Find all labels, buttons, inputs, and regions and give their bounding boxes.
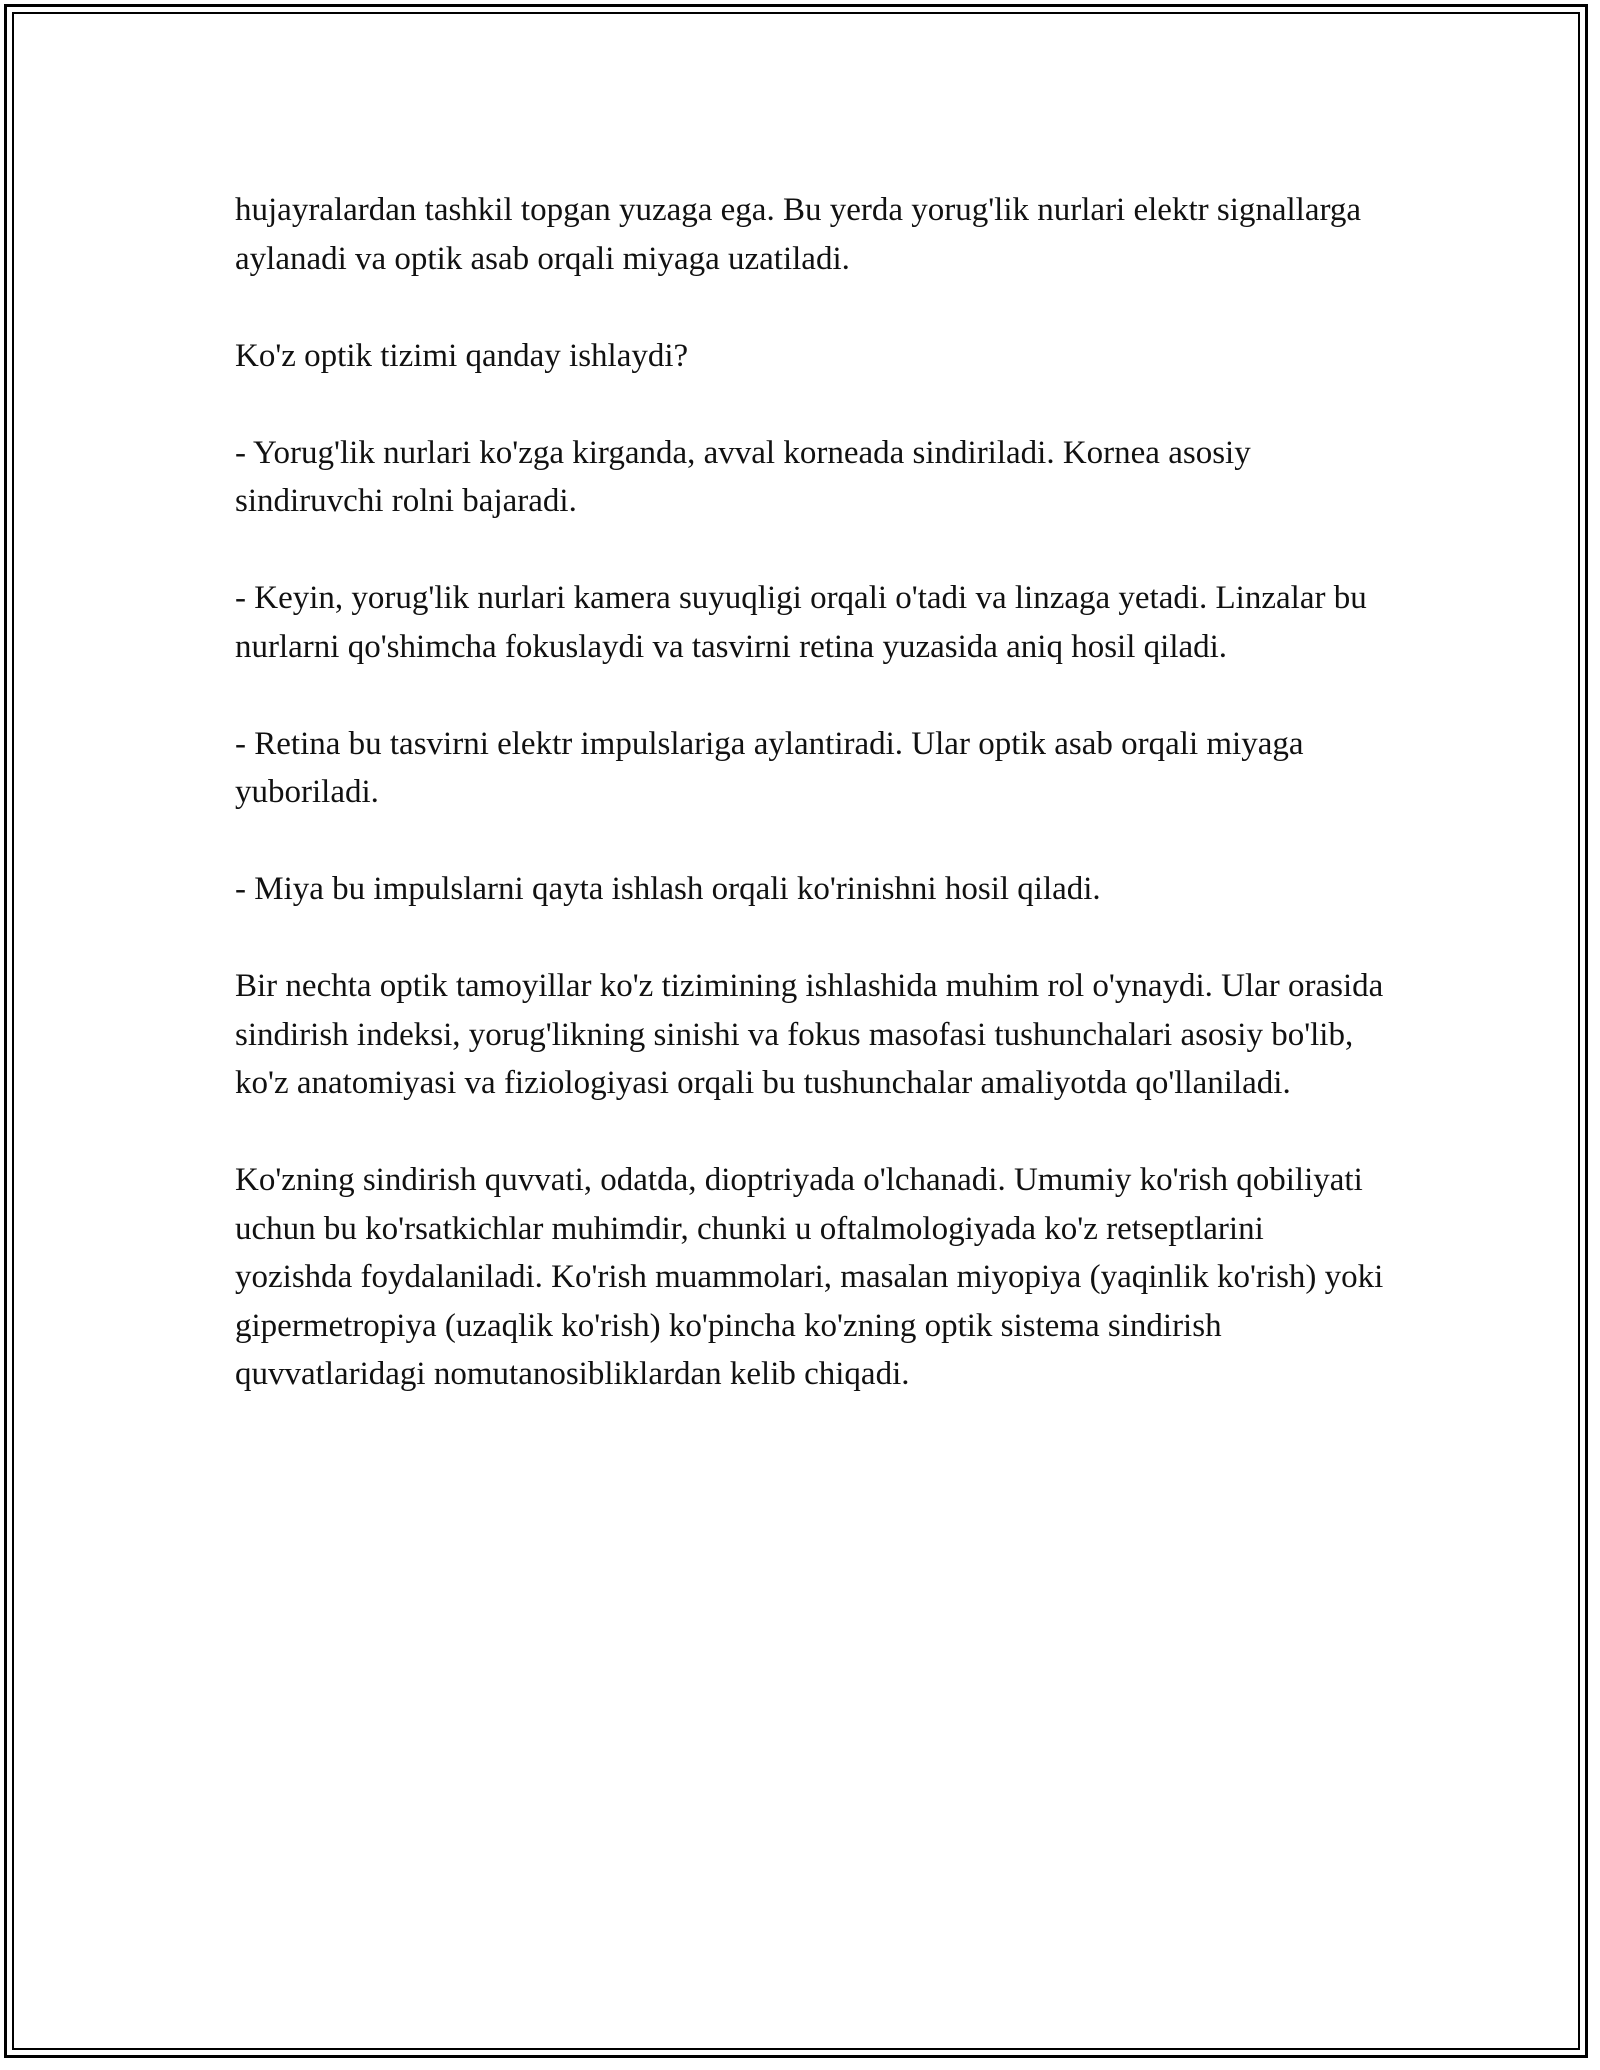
list-item-brain: - Miya bu impulslarni qayta ishlash orqali ko'rinishni hosil qiladi.	[235, 871, 1101, 907]
paragraph-refractive-power: Ko'zning sindirish quvvati, odatda, dioptriyada o'lchanadi. Umumiy ko'rish qobiliyati uchun bu ko'rsatkichlar muhimdir, chunki u oftalmologiyada ko'z retseptlarini yozishda foydalaniladi. Ko'rish muammolari, masalan miyopiya (yaqinlik ko'rish) yoki gipermetropiya (uzaqlik ko'rish) ko'pincha ko'zning optik sistema sindirish quvvatlaridagi nomutanosibliklardan kelib chiqadi.	[235, 1162, 1384, 1392]
section-question-heading: Ko'z optik tizimi qanday ishlaydi?	[235, 337, 689, 374]
list-item-lens: - Keyin, yorug'lik nurlari kamera suyuqligi orqali o'tadi va linzaga yetadi. Linzalar bu nurlarni qo'shimcha fokuslaydi va tasvirni retina yuzasida aniq hosil qiladi.	[235, 580, 1367, 665]
document-body	[235, 186, 1385, 1447]
list-item-retina: - Retina bu tasvirni elektr impulslariga aylantiradi. Ular optik asab orqali miyaga yuboriladi.	[235, 725, 1304, 810]
list-item-cornea: - Yorug'lik nurlari ko'zga kirganda, avval korneada sindiriladi. Kornea asosiy sindiruvchi rolni bajaradi.	[235, 434, 1251, 519]
paragraph-optical-principles: Bir nechta optik tamoyillar ko'z tizimining ishlashida muhim rol o'ynaydi. Ular orasida sindirish indeksi, yorug'likning sinishi va fokus masofasi tushunchalari asosiy bo'lib, ko'z anatomiyasi va fiziologiyasi orqali bu tushunchalar amaliyotda qo'llaniladi.	[235, 968, 1384, 1101]
paragraph-retina-continuation: hujayralardan tashkil topgan yuzaga ega. Bu yerda yorug'lik nurlari elektr signallarga aylanadi va optik asab orqali miyaga uzatiladi.	[235, 192, 1362, 277]
